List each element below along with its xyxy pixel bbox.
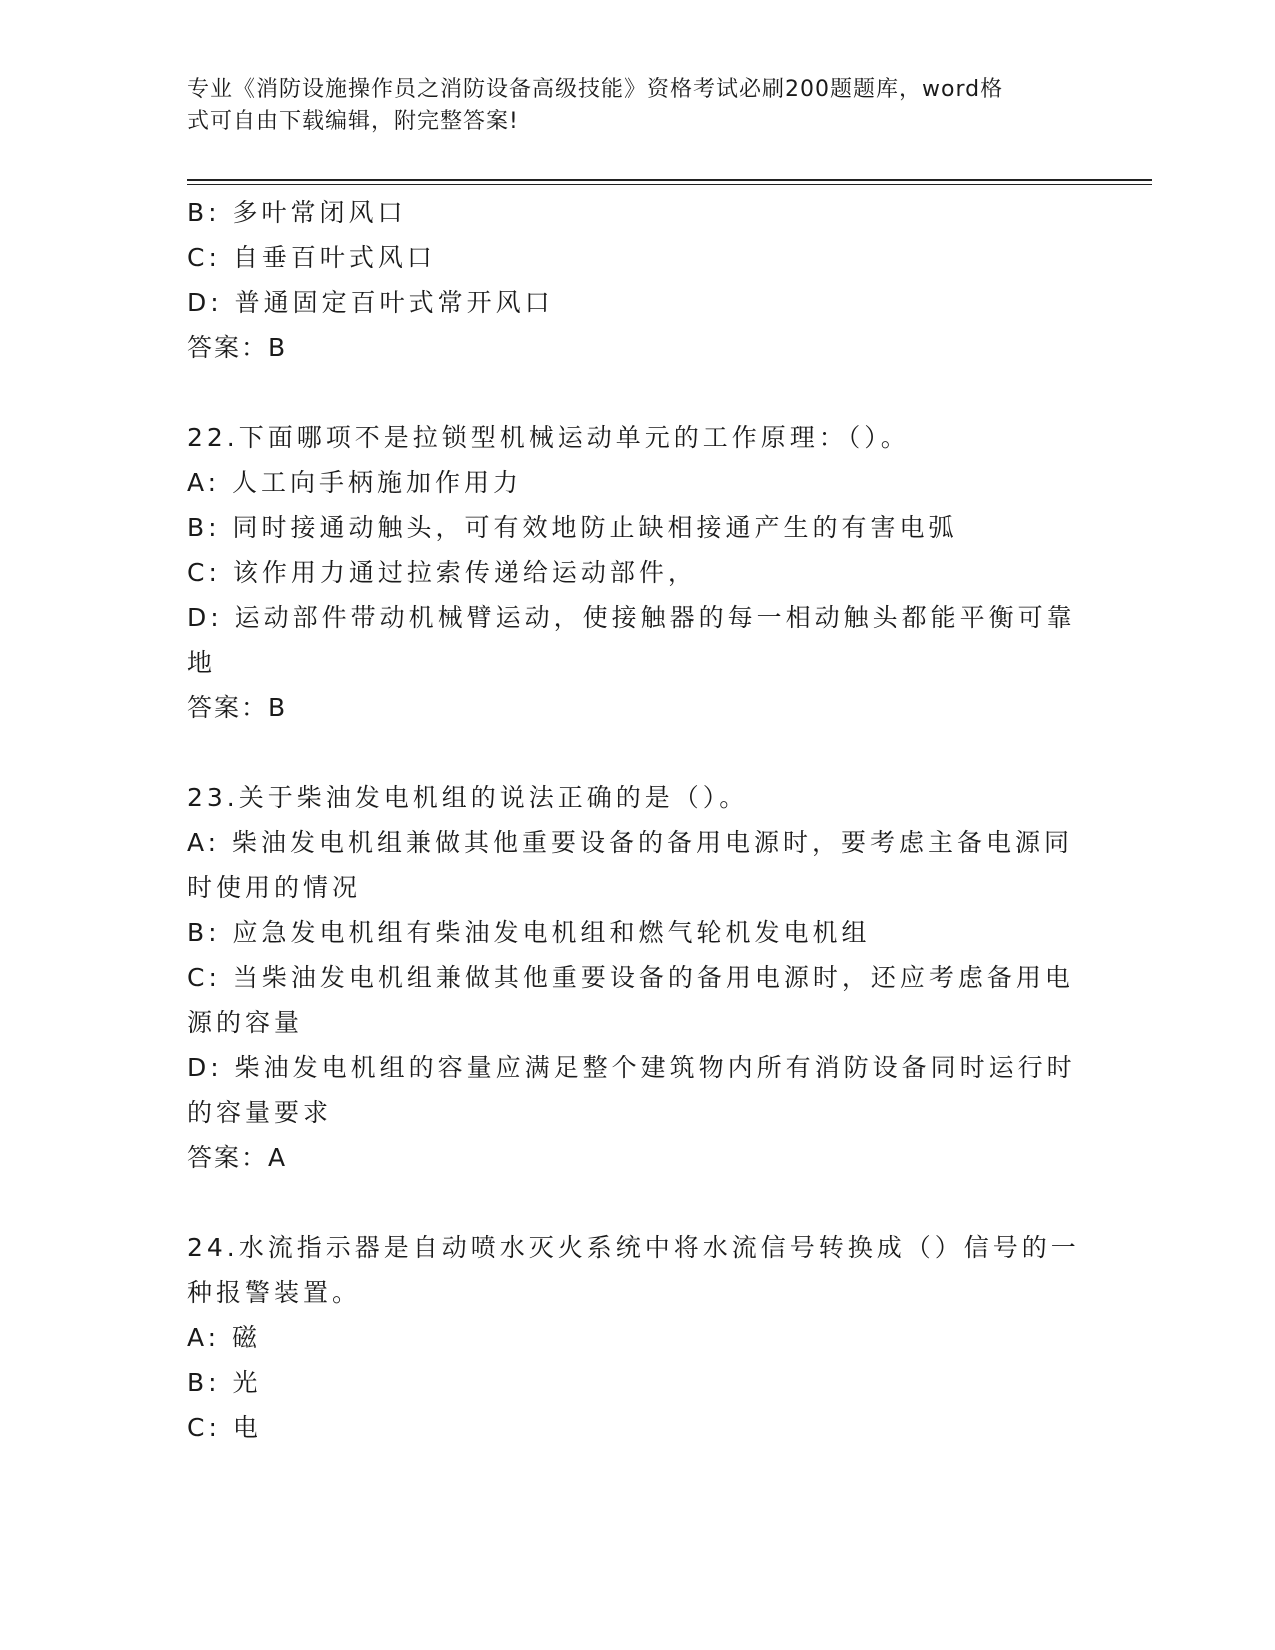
header-title-line-1: 专业《消防设施操作员之消防设备高级技能》资格考试必刷200题题库，word格 — [187, 77, 1004, 102]
q24-question: 24.水流指示器是自动喷水灭火系统中将水流信号转换成（）信号的一 — [187, 1233, 1080, 1262]
q24-option-b: B: 光 — [187, 1368, 262, 1397]
q23-option-c-continued: 源的容量 — [187, 1008, 304, 1037]
q21-option-d: D: 普通固定百叶式常开风口 — [187, 288, 554, 317]
q22-option-a: A: 人工向手柄施加作用力 — [187, 468, 523, 497]
q23-option-d: D: 柴油发电机组的容量应满足整个建筑物内所有消防设备同时运行时 — [187, 1053, 1076, 1082]
q22-option-b: B: 同时接通动触头，可有效地防止缺相接通产生的有害电弧 — [187, 513, 958, 542]
q21-option-b: B: 多叶常闭风口 — [187, 198, 407, 227]
spacer — [187, 370, 1087, 415]
q24-question-continued: 种报警装置。 — [187, 1278, 362, 1307]
q22-answer: 答案：B — [187, 693, 288, 722]
q24-option-c: C: 电 — [187, 1413, 262, 1442]
q23-question: 23.关于柴油发电机组的说法正确的是（）。 — [187, 783, 749, 812]
q21-option-c: C: 自垂百叶式风口 — [187, 243, 436, 272]
q23-option-b: B: 应急发电机组有柴油发电机组和燃气轮机发电机组 — [187, 918, 871, 947]
question-list — [187, 190, 1087, 1450]
document-header — [187, 74, 1067, 138]
q22-option-d: D: 运动部件带动机械臂运动，使接触器的每一相动触头都能平衡可靠 — [187, 603, 1076, 632]
q22-option-d-continued: 地 — [187, 648, 217, 677]
header-divider-thick — [187, 179, 1152, 181]
q23-option-a: A: 柴油发电机组兼做其他重要设备的备用电源时，要考虑主备电源同 — [187, 828, 1074, 857]
header-divider-thin — [187, 184, 1152, 185]
q23-option-d-continued: 的容量要求 — [187, 1098, 333, 1127]
q24-option-a: A: 磁 — [187, 1323, 262, 1352]
spacer — [187, 1180, 1087, 1225]
q23-option-c: C: 当柴油发电机组兼做其他重要设备的备用电源时，还应考虑备用电 — [187, 963, 1074, 992]
spacer — [187, 730, 1087, 775]
q23-option-a-continued: 时使用的情况 — [187, 873, 362, 902]
q21-answer: 答案：B — [187, 333, 288, 362]
q22-option-c: C: 该作用力通过拉索传递给运动部件， — [187, 558, 697, 587]
q23-answer: 答案：A — [187, 1143, 288, 1172]
header-title-line-2: 式可自由下载编辑，附完整答案! — [187, 109, 519, 134]
q22-question: 22.下面哪项不是拉锁型机械运动单元的工作原理：（）。 — [187, 423, 910, 452]
